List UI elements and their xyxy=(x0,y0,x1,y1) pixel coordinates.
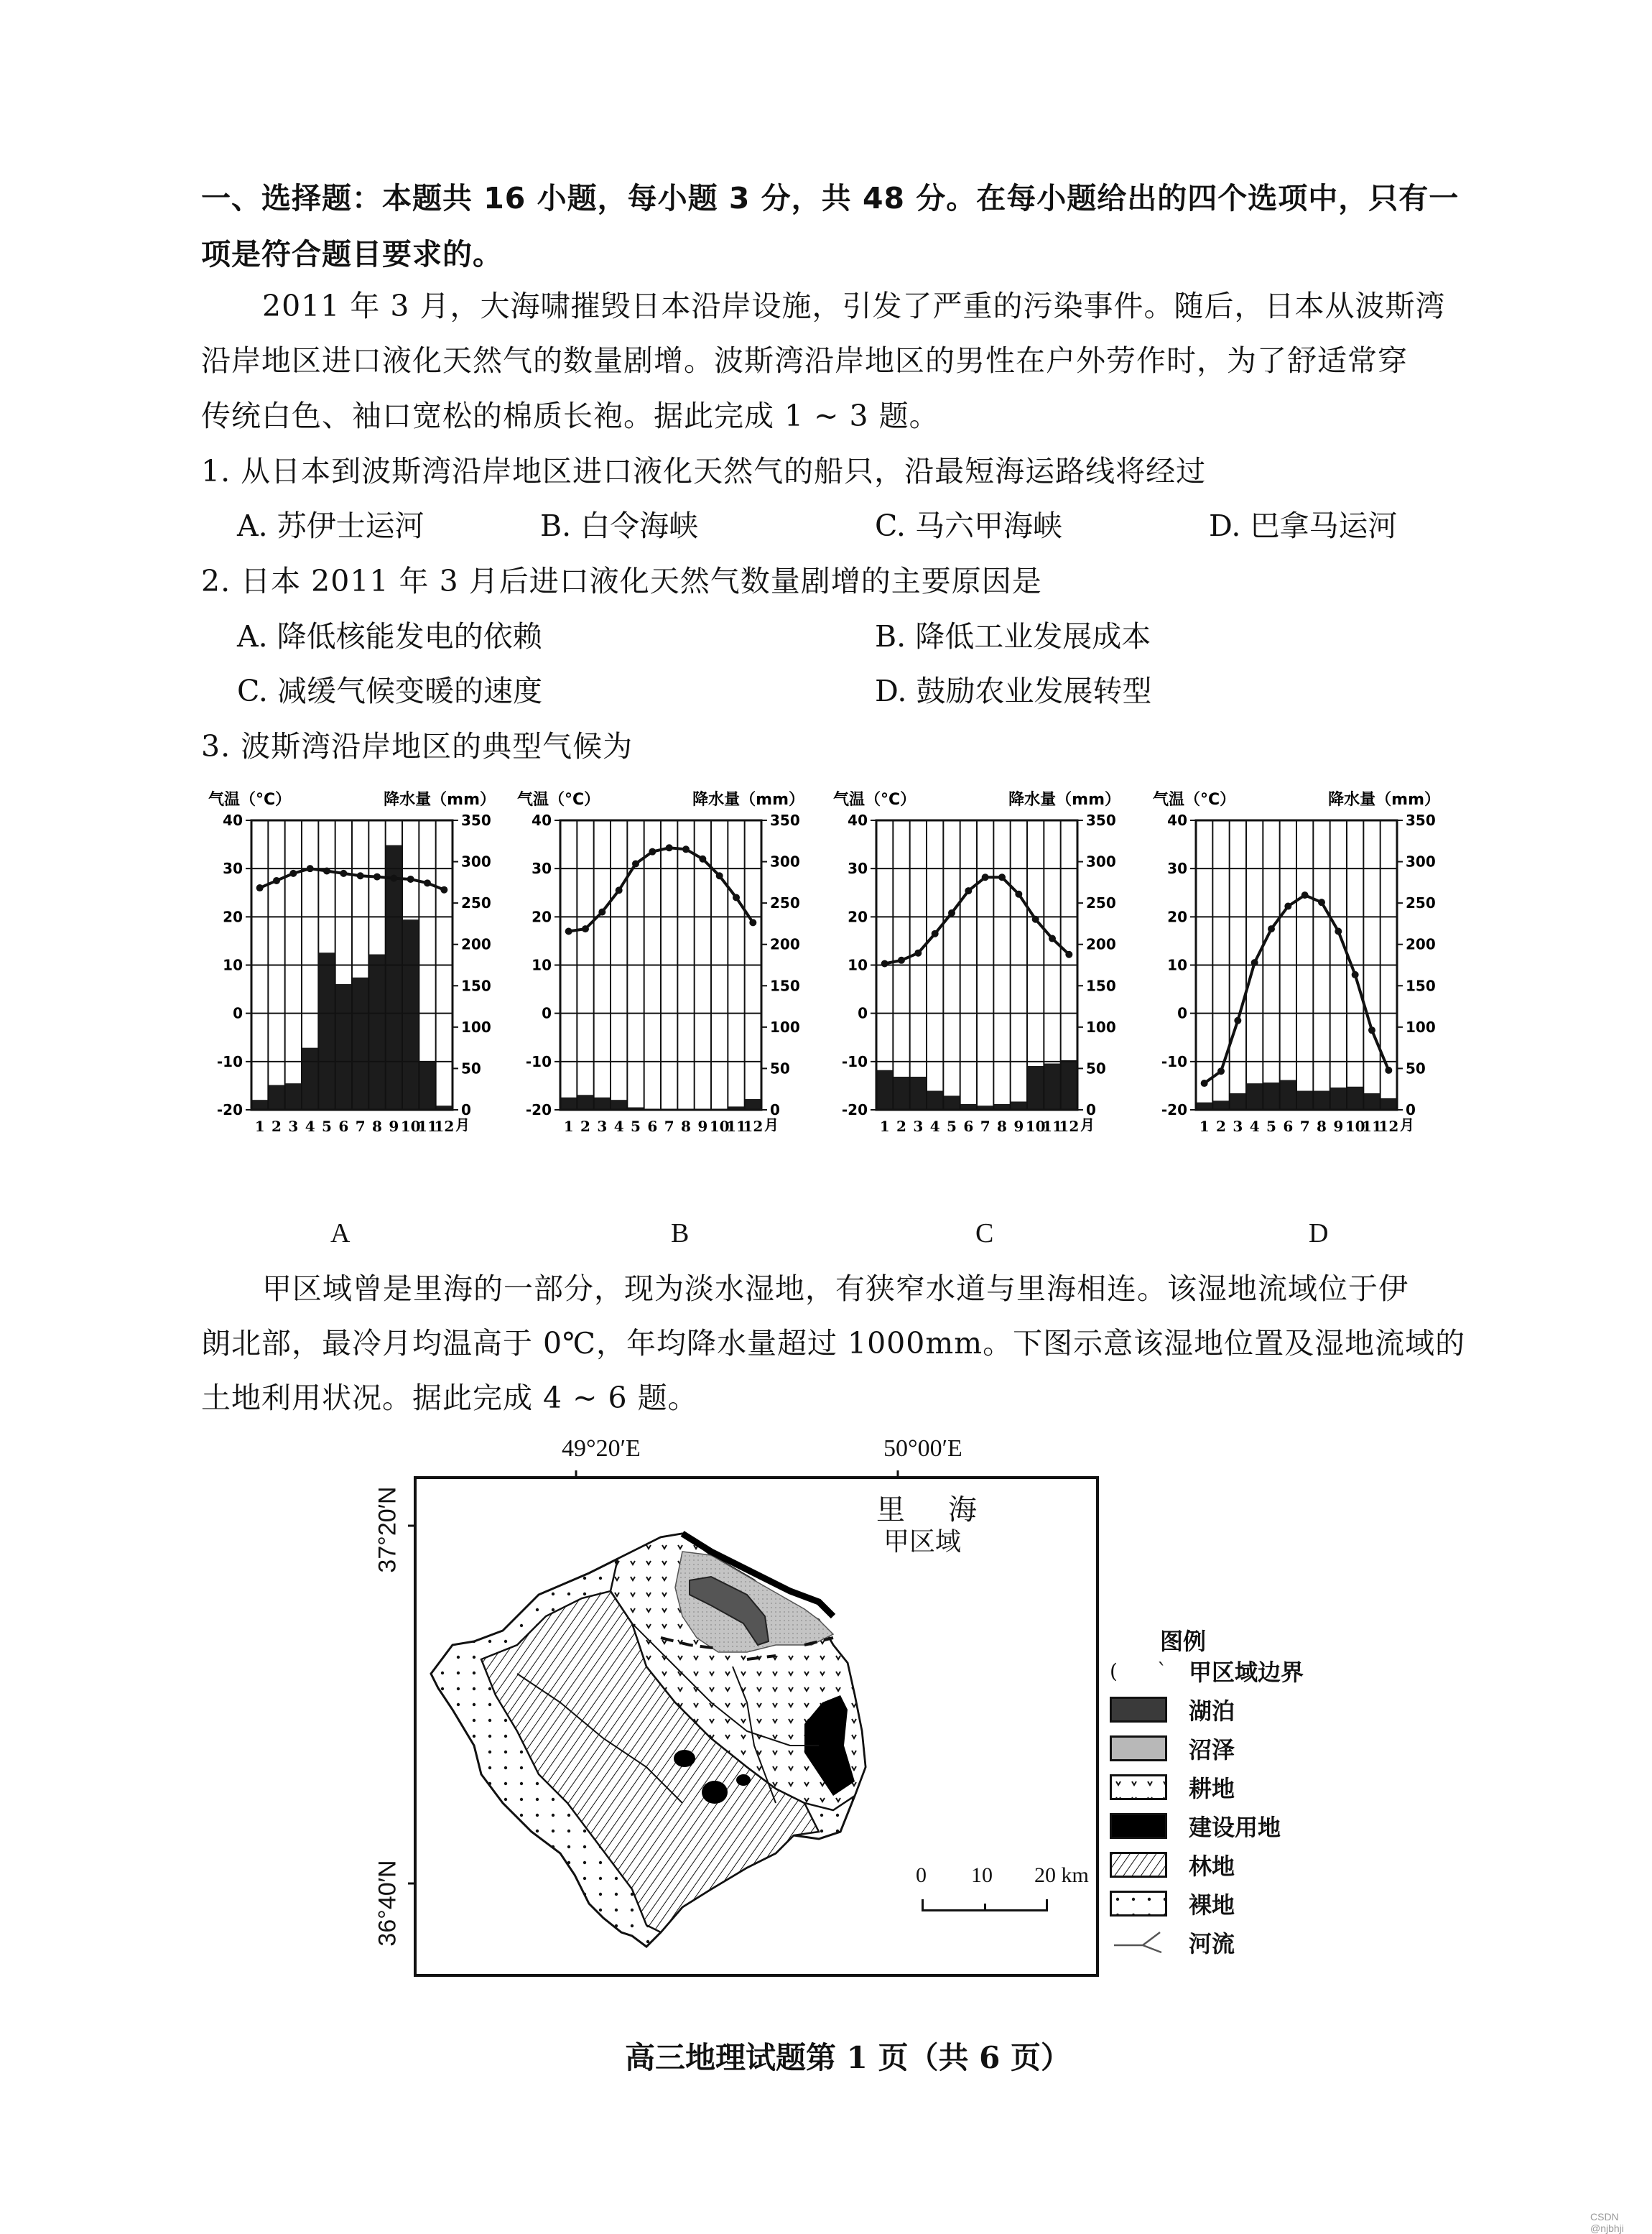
y-tick-label-right: 150 xyxy=(461,977,491,995)
y-axis-title-right: 降水量（mm） xyxy=(1328,791,1440,809)
chart-svg xyxy=(208,783,524,1171)
y-tick-label-right: 250 xyxy=(1086,894,1116,912)
x-tick-label: 12 xyxy=(743,1118,764,1135)
x-tick-label: 2 xyxy=(1216,1118,1226,1135)
question-1-option-b[interactable]: B. 白令海峡 xyxy=(540,509,699,543)
y-tick-label-left: -20 xyxy=(525,1101,552,1118)
scale-label-20km: 20 km xyxy=(1034,1863,1089,1887)
climate-chart-b xyxy=(517,783,833,1174)
precip-bar xyxy=(560,1098,577,1110)
x-tick-label: 1 xyxy=(563,1118,574,1135)
precip-bar xyxy=(594,1098,611,1110)
x-tick-label: 6 xyxy=(338,1118,349,1135)
x-tick-label: 6 xyxy=(647,1118,658,1135)
precip-bar xyxy=(1196,1103,1212,1110)
x-tick-label: 4 xyxy=(613,1118,624,1135)
legend-item-marsh: 沼泽 xyxy=(1110,1733,1235,1764)
temperature-point xyxy=(699,856,706,863)
legend-item-lake: 湖泊 xyxy=(1110,1694,1235,1725)
x-tick-label: 3 xyxy=(1233,1118,1243,1135)
precip-bar xyxy=(1363,1093,1380,1110)
scale-label-10: 10 xyxy=(971,1863,993,1887)
y-tick-label-left: -10 xyxy=(525,1052,552,1070)
y-tick-label-right: 350 xyxy=(770,812,800,829)
precip-bar xyxy=(1230,1093,1246,1110)
y-tick-label-left: 30 xyxy=(1167,860,1187,878)
passage2-line-2: 朗北部，最冷月均温高于 0℃，年均降水量超过 1000mm。下图示意该湿地位置及湿地流域的 xyxy=(201,1326,1466,1361)
y-tick-label-right: 0 xyxy=(461,1101,471,1118)
y-tick-label-left: 10 xyxy=(532,956,552,974)
temperature-point xyxy=(357,872,364,879)
precip-bar xyxy=(927,1091,943,1110)
precip-bar xyxy=(419,1062,435,1110)
temperature-point xyxy=(914,950,922,957)
temperature-point xyxy=(1335,927,1342,935)
y-tick-label-right: 50 xyxy=(1086,1060,1106,1077)
precip-bar xyxy=(1313,1091,1330,1110)
built-up-area xyxy=(674,1750,695,1767)
temperature-point xyxy=(1049,935,1056,942)
y-tick-label-left: 30 xyxy=(848,860,868,878)
page-footer: 高三地理试题第 1 页（共 6 页） xyxy=(625,2040,1071,2075)
y-tick-label-left: -20 xyxy=(1161,1101,1187,1118)
y-tick-label-right: 50 xyxy=(1406,1060,1426,1077)
precip-bar xyxy=(876,1070,893,1110)
x-tick-label: 4 xyxy=(305,1118,315,1135)
legend-title: 图例 xyxy=(1160,1628,1207,1655)
temperature-point xyxy=(1284,903,1291,910)
scale-bar xyxy=(922,1889,1051,1918)
precip-bar xyxy=(1027,1066,1044,1110)
passage2-line-1: 甲区域曾是里海的一部分，现为淡水湿地，有狭窄水道与里海相连。该湿地流域位于伊 xyxy=(262,1271,1409,1306)
precip-bar xyxy=(745,1099,761,1110)
temperature-point xyxy=(982,873,989,881)
temperature-point xyxy=(1065,951,1072,958)
x-tick-label: 11 xyxy=(417,1118,437,1135)
x-tick-label: 7 xyxy=(980,1118,990,1135)
temperature-point xyxy=(898,957,905,964)
precip-bar xyxy=(577,1095,593,1110)
x-tick-label: 9 xyxy=(1333,1118,1344,1135)
latitude-label-1: 37°20′N xyxy=(373,1486,402,1573)
legend-item-farmland: 耕地 xyxy=(1110,1771,1235,1803)
precip-bar xyxy=(352,978,368,1110)
temperature-point xyxy=(616,886,623,894)
y-tick-label-right: 100 xyxy=(461,1018,491,1036)
passage1-line-1: 2011 年 3 月，大海啸摧毁日本沿岸设施，引发了严重的污染事件。随后，日本从波斯湾 xyxy=(262,289,1446,323)
temperature-point xyxy=(340,870,347,877)
precip-bar xyxy=(611,1100,627,1110)
sea-label-2: 海 xyxy=(948,1493,977,1526)
x-tick-label: 8 xyxy=(681,1118,691,1135)
temperature-point xyxy=(407,876,414,883)
temperature-point xyxy=(1234,1017,1241,1024)
x-axis-suffix: 月 xyxy=(764,1116,779,1134)
y-tick-label-right: 150 xyxy=(770,977,800,995)
x-tick-label: 6 xyxy=(1283,1118,1294,1135)
chart-svg xyxy=(1153,783,1469,1171)
question-1-option-c[interactable]: C. 马六甲海峡 xyxy=(875,509,1062,543)
y-axis-title-left: 气温（°C） xyxy=(833,791,917,809)
y-axis-title-right: 降水量（mm） xyxy=(1008,791,1120,809)
temperature-point xyxy=(1251,959,1258,966)
legend-item-built: 建设用地 xyxy=(1110,1810,1281,1842)
temperature-point xyxy=(1301,891,1309,899)
y-tick-label-left: 10 xyxy=(848,956,868,974)
y-tick-label-right: 250 xyxy=(461,894,491,912)
precip-bar xyxy=(943,1095,960,1110)
precip-bar xyxy=(318,953,335,1110)
y-tick-label-left: -20 xyxy=(841,1101,868,1118)
temperature-point xyxy=(1352,971,1359,978)
y-tick-label-right: 100 xyxy=(1406,1018,1436,1036)
x-axis-suffix: 月 xyxy=(1400,1116,1414,1134)
chart-caption-a[interactable]: A xyxy=(330,1218,351,1248)
y-tick-label-left: 0 xyxy=(542,1004,552,1022)
question-2-option-b[interactable]: B. 降低工业发展成本 xyxy=(875,619,1151,654)
precip-bar xyxy=(1044,1064,1060,1110)
x-axis-suffix: 月 xyxy=(1080,1116,1095,1134)
watermark: CSDN @njbhji xyxy=(1590,2211,1624,2234)
y-tick-label-right: 300 xyxy=(770,853,800,871)
precip-bar xyxy=(893,1077,909,1110)
x-tick-label: 5 xyxy=(322,1118,332,1135)
y-tick-label-left: -10 xyxy=(216,1052,243,1070)
temperature-point xyxy=(440,886,447,894)
marsh-swatch-icon xyxy=(1110,1735,1167,1761)
x-tick-label: 8 xyxy=(372,1118,382,1135)
y-tick-label-left: 40 xyxy=(1167,812,1187,829)
x-tick-label: 2 xyxy=(272,1118,282,1135)
x-tick-label: 10 xyxy=(709,1118,730,1135)
precip-bar xyxy=(251,1100,268,1110)
temperature-point xyxy=(632,860,639,867)
y-tick-label-left: 0 xyxy=(858,1004,868,1022)
x-tick-label: 9 xyxy=(697,1118,708,1135)
question-3-stem: 3. 波斯湾沿岸地区的典型气候为 xyxy=(201,729,634,764)
y-tick-label-right: 350 xyxy=(1406,812,1436,829)
y-tick-label-left: 20 xyxy=(1167,908,1187,926)
x-tick-label: 11 xyxy=(726,1118,746,1135)
x-tick-label: 8 xyxy=(1317,1118,1327,1135)
precip-bar xyxy=(1212,1100,1229,1110)
y-tick-label-right: 300 xyxy=(1086,853,1116,871)
temperature-point xyxy=(948,909,955,917)
x-tick-label: 3 xyxy=(913,1118,924,1135)
x-tick-label: 1 xyxy=(1199,1118,1210,1135)
temperature-point xyxy=(598,909,605,916)
x-tick-label: 12 xyxy=(1378,1118,1399,1135)
precip-bar xyxy=(335,984,352,1110)
precip-bar xyxy=(1380,1098,1397,1110)
y-tick-label-right: 200 xyxy=(770,935,800,953)
y-tick-label-left: -10 xyxy=(1161,1052,1187,1070)
precip-bar xyxy=(1011,1101,1027,1110)
map-legend xyxy=(1110,1623,1340,1997)
passage1-line-2: 沿岸地区进口液化天然气的数量剧增。波斯湾沿岸地区的男性在户外劳作时，为了舒适常穿 xyxy=(201,343,1408,378)
x-tick-label: 5 xyxy=(947,1118,957,1135)
y-tick-label-left: 0 xyxy=(1177,1004,1187,1022)
climate-chart-a xyxy=(208,783,524,1174)
question-1-option-d[interactable]: D. 巴拿马运河 xyxy=(1209,509,1398,543)
x-tick-label: 4 xyxy=(929,1118,940,1135)
y-tick-label-left: 30 xyxy=(223,860,243,878)
y-tick-label-right: 150 xyxy=(1086,977,1116,995)
region-label: 甲区域 xyxy=(883,1527,962,1557)
built-swatch-icon xyxy=(1110,1813,1167,1839)
temperature-point xyxy=(932,930,939,937)
temperature-point xyxy=(1268,925,1275,932)
y-tick-label-left: -20 xyxy=(216,1101,243,1118)
temperature-point xyxy=(998,873,1006,881)
legend-item-river: 河流 xyxy=(1110,1927,1235,1958)
temperature-point xyxy=(716,872,723,879)
chart-caption-b[interactable]: B xyxy=(671,1218,690,1248)
y-axis-title-left: 气温（°C） xyxy=(208,791,292,809)
y-tick-label-left: 10 xyxy=(223,956,243,974)
y-tick-label-left: 30 xyxy=(532,860,552,878)
precip-bar xyxy=(1296,1091,1313,1110)
precip-bar xyxy=(1280,1080,1296,1110)
chart-svg xyxy=(517,783,833,1171)
temperature-point xyxy=(749,919,756,926)
passage2-line-3: 土地利用状况。据此完成 4 ~ 6 题。 xyxy=(201,1381,698,1415)
precip-bar xyxy=(1061,1060,1077,1110)
temperature-point xyxy=(565,927,572,935)
temperature-point xyxy=(373,873,381,881)
river-icon xyxy=(1110,1928,1167,1957)
temperature-point xyxy=(273,877,280,884)
y-tick-label-left: 40 xyxy=(848,812,868,829)
chart-caption-d[interactable]: D xyxy=(1309,1218,1329,1248)
legend-item-forest: 林地 xyxy=(1110,1849,1235,1881)
y-tick-label-right: 0 xyxy=(1086,1101,1096,1118)
precip-bar xyxy=(386,845,402,1110)
precip-bar xyxy=(1330,1088,1347,1110)
x-tick-label: 7 xyxy=(664,1118,674,1135)
temperature-point xyxy=(323,868,330,875)
question-2-option-a[interactable]: A. 降低核能发电的依赖 xyxy=(237,619,542,654)
precip-bar xyxy=(1263,1083,1279,1110)
y-tick-label-right: 200 xyxy=(461,935,491,953)
passage1-line-3: 传统白色、袖口宽松的棉质长袍。据此完成 1 ~ 3 题。 xyxy=(201,399,939,433)
precip-bar xyxy=(285,1083,302,1110)
temperature-point xyxy=(390,875,397,882)
x-tick-label: 9 xyxy=(389,1118,399,1135)
y-tick-label-left: 20 xyxy=(532,908,552,926)
lake-swatch-icon xyxy=(1110,1697,1167,1723)
longitude-label-2: 50°00′E xyxy=(883,1435,962,1462)
scale-label-0: 0 xyxy=(916,1863,927,1887)
temperature-point xyxy=(666,844,673,851)
precip-bar xyxy=(268,1085,284,1110)
x-tick-label: 3 xyxy=(597,1118,608,1135)
precip-bar xyxy=(302,1048,318,1110)
x-tick-label: 1 xyxy=(254,1118,265,1135)
y-tick-label-right: 0 xyxy=(1406,1101,1416,1118)
y-tick-label-left: 20 xyxy=(848,908,868,926)
temperature-point xyxy=(733,894,740,901)
x-tick-label: 12 xyxy=(1059,1118,1080,1135)
y-tick-label-right: 100 xyxy=(1086,1018,1116,1036)
y-tick-label-right: 0 xyxy=(770,1101,780,1118)
y-tick-label-right: 200 xyxy=(1086,935,1116,953)
legend-item-boundary: ( ` 甲区域边界 xyxy=(1110,1659,1304,1686)
precip-bar xyxy=(368,955,385,1110)
temperature-point xyxy=(582,925,589,932)
question-2-stem: 2. 日本 2011 年 3 月后进口液化天然气数量剧增的主要原因是 xyxy=(201,564,1042,598)
x-axis-suffix: 月 xyxy=(455,1116,470,1134)
farmland-swatch-icon xyxy=(1110,1774,1167,1800)
y-tick-label-left: 40 xyxy=(532,812,552,829)
temperature-point xyxy=(682,845,690,853)
question-1-stem: 1. 从日本到波斯湾沿岸地区进口液化天然气的船只，沿最短海运路线将经过 xyxy=(201,454,1207,488)
climate-chart-d xyxy=(1153,783,1469,1174)
built-up-area xyxy=(736,1774,751,1786)
precip-bar xyxy=(910,1077,927,1110)
question-2-option-c[interactable]: C. 减缓气候变暖的速度 xyxy=(237,674,542,708)
x-tick-label: 2 xyxy=(896,1118,906,1135)
x-tick-label: 7 xyxy=(1299,1118,1310,1135)
y-tick-label-right: 150 xyxy=(1406,977,1436,995)
forest-swatch-icon xyxy=(1110,1852,1167,1878)
sea-label-1: 里 xyxy=(876,1493,905,1526)
temperature-point xyxy=(965,887,972,894)
x-tick-label: 6 xyxy=(963,1118,974,1135)
section-heading-line-2: 项是符合题目要求的。 xyxy=(201,237,503,272)
y-tick-label-right: 350 xyxy=(461,812,491,829)
boundary-icon: ( ` xyxy=(1110,1659,1167,1683)
temperature-point xyxy=(1015,891,1022,898)
y-axis-title-left: 气温（°C） xyxy=(517,791,600,809)
y-tick-label-right: 200 xyxy=(1406,935,1436,953)
x-tick-label: 9 xyxy=(1013,1118,1024,1135)
x-tick-label: 3 xyxy=(288,1118,299,1135)
y-tick-label-left: 40 xyxy=(223,812,243,829)
climate-chart-c xyxy=(833,783,1149,1174)
chart-svg xyxy=(833,783,1149,1171)
x-tick-label: 1 xyxy=(879,1118,890,1135)
temperature-point xyxy=(256,884,264,891)
bare-swatch-icon xyxy=(1110,1891,1167,1916)
x-tick-label: 7 xyxy=(355,1118,366,1135)
y-tick-label-left: -10 xyxy=(841,1052,868,1070)
latitude-label-2: 36°40′N xyxy=(373,1860,402,1947)
section-heading-line-1: 一、选择题：本题共 16 小题，每小题 3 分，共 48 分。在每小题给出的四个选项中，只有一 xyxy=(201,181,1460,215)
y-tick-label-right: 250 xyxy=(1406,894,1436,912)
temperature-point xyxy=(289,870,297,877)
temperature-point xyxy=(1385,1067,1392,1074)
legend-item-bare: 裸地 xyxy=(1110,1888,1235,1919)
built-up-area xyxy=(702,1781,728,1804)
x-tick-label: 11 xyxy=(1362,1118,1382,1135)
temperature-point xyxy=(1201,1080,1208,1087)
y-tick-label-left: 10 xyxy=(1167,956,1187,974)
y-tick-label-right: 50 xyxy=(770,1060,790,1077)
question-2-option-d[interactable]: D. 鼓励农业发展转型 xyxy=(875,674,1152,708)
x-tick-label: 2 xyxy=(580,1118,590,1135)
temperature-point xyxy=(881,960,888,967)
x-tick-label: 11 xyxy=(1042,1118,1062,1135)
temperature-point xyxy=(1318,899,1325,906)
y-axis-title-left: 气温（°C） xyxy=(1153,791,1236,809)
precip-bar xyxy=(1246,1083,1263,1110)
longitude-label-1: 49°20′E xyxy=(562,1435,641,1462)
y-tick-label-right: 250 xyxy=(770,894,800,912)
x-tick-label: 10 xyxy=(1025,1118,1046,1135)
y-axis-title-right: 降水量（mm） xyxy=(384,791,496,809)
x-tick-label: 10 xyxy=(400,1118,421,1135)
temperature-point xyxy=(1368,1026,1375,1034)
temperature-point xyxy=(1032,916,1039,923)
y-tick-label-right: 300 xyxy=(1406,853,1436,871)
y-tick-label-left: 0 xyxy=(233,1004,243,1022)
chart-caption-c[interactable]: C xyxy=(975,1218,994,1248)
y-tick-label-right: 50 xyxy=(461,1060,481,1077)
x-tick-label: 8 xyxy=(997,1118,1007,1135)
y-tick-label-right: 100 xyxy=(770,1018,800,1036)
x-tick-label: 12 xyxy=(434,1118,455,1135)
precip-bar xyxy=(402,919,419,1110)
x-tick-label: 4 xyxy=(1249,1118,1260,1135)
temperature-point xyxy=(307,865,314,872)
x-tick-label: 5 xyxy=(1266,1118,1276,1135)
y-tick-label-left: 20 xyxy=(223,908,243,926)
x-tick-label: 5 xyxy=(631,1118,641,1135)
y-tick-label-right: 300 xyxy=(461,853,491,871)
land-use-map xyxy=(373,1429,1113,1990)
y-axis-title-right: 降水量（mm） xyxy=(692,791,804,809)
x-tick-label: 10 xyxy=(1345,1118,1365,1135)
temperature-point xyxy=(649,848,656,856)
temperature-point xyxy=(424,879,431,886)
question-1-option-a[interactable]: A. 苏伊士运河 xyxy=(237,509,424,543)
temperature-point xyxy=(1217,1067,1225,1075)
precip-bar xyxy=(1347,1087,1363,1110)
y-tick-label-right: 350 xyxy=(1086,812,1116,829)
